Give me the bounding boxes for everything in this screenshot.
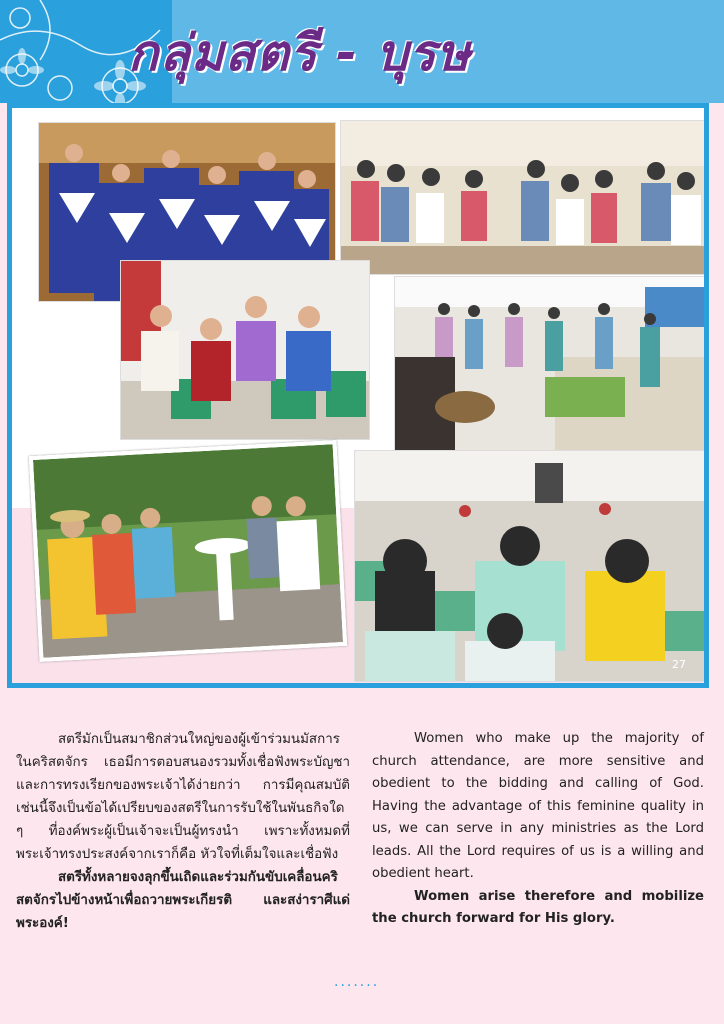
page-number: 27 [672, 658, 686, 671]
thai-column [16, 728, 350, 935]
group-photo [340, 120, 708, 275]
thai-paragraph-2: สตรีทั้งหลายจงลุกขึ้นเถิดและร่วมกันขับเคลื่อนคริสตจักรไปข้างหน้าเพื่อถวายพระเกียรติ และสง่าราศีแด่พระองค์! [16, 870, 350, 931]
seminar-photo [354, 450, 709, 682]
prayer-photo [120, 260, 370, 440]
outdoor-photo [29, 440, 347, 662]
meeting-photo [394, 276, 709, 453]
thai-paragraph-1: สตรีมักเป็นสมาชิกส่วนใหญ่ของผู้เข้าร่วมนมัสการในคริสตจักร เธอมีการตอบสนองรวมทั้งเชื่อฟังพระบัญชาและการทรงเรียกของพระเจ้าได้ง่ายกว่า การมีคุณสมบัติเช่นนี้จึงเป็นข้อได้เปรียบของสตรีในการรับใช้ในพันธกิจใด ๆ ที่องค์พระผู้เป็นเจ้าจะเป็นผู้ทรงนำ เพราะทั้งหมดที่พระเจ้าทรงประสงค์จากเราก็คือ หัวใจที่เต็มใจและเชื่อฟัง [16, 732, 350, 862]
english-paragraph-1: Women who make up the majority of church attendance, are more sensitive and obedient to the bidding and calling of God. Having the advantage of this feminine quality in us, we can serve in any ministries as the Lord leads. All the Lord requires of us is a willing and obedient heart. [372, 731, 704, 881]
photo-collage [7, 103, 709, 688]
english-column [372, 728, 704, 931]
page-title: กลุ่มสตรี - บุรษ [128, 24, 471, 82]
english-paragraph-2: Women arise therefore and mobilize the church forward for His glory. [372, 888, 704, 926]
page-header [0, 0, 724, 103]
footer-dots: ······· [334, 978, 380, 994]
